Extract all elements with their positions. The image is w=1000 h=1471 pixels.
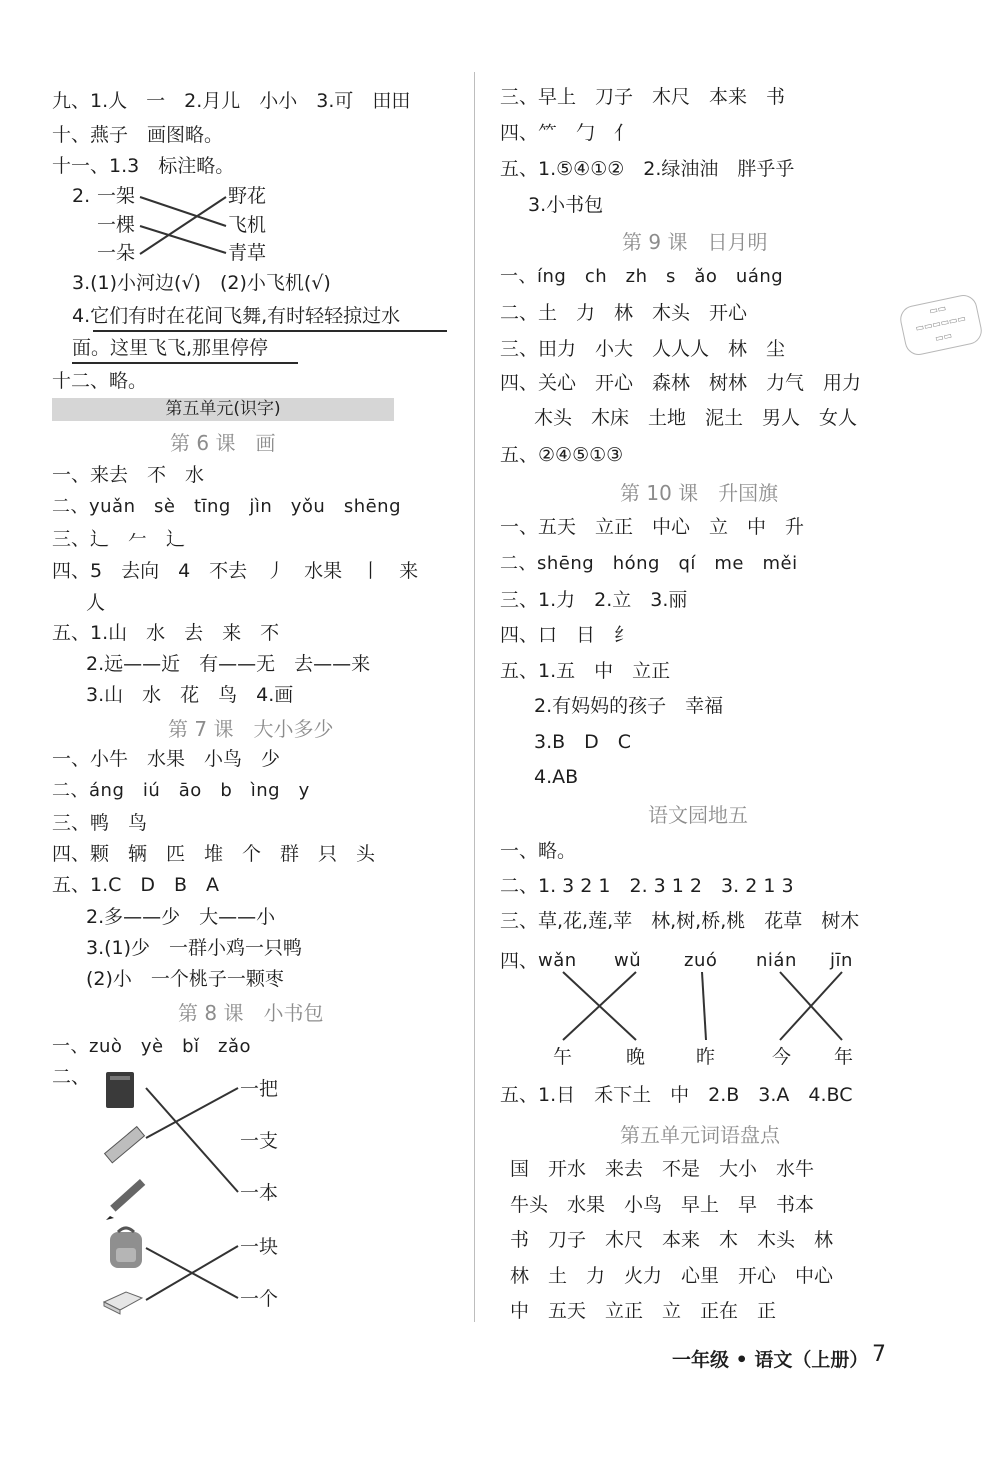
answer-line: 十二、略。 bbox=[52, 370, 148, 392]
book-icon bbox=[100, 1070, 140, 1110]
unit-title: 第五单元(识字) bbox=[165, 399, 281, 419]
answer-line: 三、早上 刀子 木尺 本来 书 bbox=[500, 86, 786, 108]
pinyin-item: wǔ bbox=[614, 950, 642, 971]
section-heading: 语文园地五 bbox=[648, 803, 748, 827]
match-line bbox=[146, 1246, 238, 1300]
answer-line: 木头 木床 土地 泥土 男人 女人 bbox=[534, 407, 858, 429]
match-left-item: 一棵 bbox=[97, 214, 136, 236]
answer-line: 五、1.五 中 立正 bbox=[500, 660, 671, 682]
answer-line: 4.AB bbox=[534, 766, 579, 788]
pencil-icon bbox=[102, 1172, 152, 1222]
answer-line: 3.山 水 花 鸟 4.画 bbox=[86, 684, 294, 706]
answer-line: 二、shēng hóng qí me měi bbox=[500, 553, 798, 574]
word-list-line: 国 开水 来去 不是 大小 水牛 bbox=[510, 1158, 815, 1180]
answer-line: 四、口 日 纟 bbox=[500, 624, 634, 646]
match-line bbox=[140, 197, 226, 254]
underline bbox=[72, 362, 298, 364]
backpack-icon bbox=[104, 1224, 148, 1270]
answer-line: 九、1.人 一 2.月儿 小小 3.可 田田 bbox=[52, 90, 411, 112]
answer-line: 四、⺮ 勹 亻 bbox=[500, 122, 634, 144]
char-item: 午 bbox=[553, 1046, 573, 1068]
char-item: 昨 bbox=[696, 1046, 716, 1068]
answer-line: 三、鸭 鸟 bbox=[52, 812, 148, 834]
answer-line: 3.(1)小河边(√) (2)小飞机(√) bbox=[72, 272, 331, 294]
char-item: 今 bbox=[772, 1046, 792, 1068]
answer-line: 一、小牛 水果 小鸟 少 bbox=[52, 748, 281, 770]
word-list-line: 书 刀子 木尺 本来 木 木头 林 bbox=[510, 1229, 834, 1251]
answer-line: 一、zuò yè bǐ zǎo bbox=[52, 1036, 252, 1057]
match-line bbox=[146, 1088, 238, 1138]
match-left-item: 一架 bbox=[97, 185, 136, 207]
match-line bbox=[140, 197, 226, 226]
answer-line: 2. bbox=[72, 185, 91, 207]
match-right-item: 青草 bbox=[228, 242, 267, 264]
answer-line: 三、辶 𠂉 辶 bbox=[52, 528, 186, 550]
answer-line: 二、1. 3 2 1 2. 3 1 2 3. 2 1 3 bbox=[500, 875, 794, 897]
pinyin-item: nián bbox=[756, 950, 797, 971]
answer-line: 三、田力 小大 人人人 林 尘 bbox=[500, 338, 786, 360]
stamp-mark: ▭▭ ▭▭▭▭▭▭ ▭▭ bbox=[898, 292, 985, 357]
match-line bbox=[146, 1088, 238, 1192]
answer-line: 十、燕子 画图略。 bbox=[52, 124, 224, 146]
answer-line: 五、②④⑤①③ bbox=[500, 444, 624, 466]
section-heading: 第五单元词语盘点 bbox=[620, 1123, 780, 1147]
pinyin-item: wǎn bbox=[538, 950, 577, 971]
answer-line: 人 bbox=[86, 592, 106, 614]
answer-line: 四、颗 辆 匹 堆 个 群 只 头 bbox=[52, 843, 376, 865]
answer-line: 二、土 力 林 木头 开心 bbox=[500, 302, 748, 324]
lesson-heading: 第 8 课 小书包 bbox=[178, 1001, 324, 1025]
answer-line: 四、关心 开心 森林 树林 力气 用力 bbox=[500, 372, 862, 394]
lesson-heading: 第 7 课 大小多少 bbox=[168, 717, 334, 741]
answer-line: 一、五天 立正 中心 立 中 升 bbox=[500, 516, 805, 538]
char-item: 年 bbox=[834, 1046, 854, 1068]
answer-line: 二、yuǎn sè tīng jìn yǒu shēng bbox=[52, 496, 402, 517]
answer-line: 3.小书包 bbox=[528, 194, 604, 216]
match-right-item: 野花 bbox=[228, 185, 267, 207]
lesson-heading: 第 10 课 升国旗 bbox=[620, 481, 779, 505]
answer-line: 五、1.C D B A bbox=[52, 874, 220, 896]
answer-line: 3.(1)少 一群小鸡一只鸭 bbox=[86, 937, 303, 959]
word-list-line: 牛头 水果 小鸟 早上 早 书本 bbox=[510, 1194, 815, 1216]
match-right-item: 一个 bbox=[240, 1288, 279, 1310]
answer-line: 2.远——近 有——无 去——来 bbox=[86, 653, 371, 675]
match-line bbox=[140, 226, 226, 253]
match-left-item: 一朵 bbox=[97, 242, 136, 264]
match-right-item: 飞机 bbox=[228, 214, 267, 236]
match-right-item: 一把 bbox=[240, 1078, 279, 1100]
answer-line: 一、略。 bbox=[500, 840, 577, 862]
match-line bbox=[702, 972, 706, 1040]
match-right-item: 一块 bbox=[240, 1236, 279, 1258]
lesson-heading: 第 6 课 画 bbox=[170, 431, 276, 455]
answer-line: 二、áng iú āo b ìng y bbox=[52, 780, 310, 801]
page-number: 7 bbox=[872, 1342, 886, 1367]
answer-line: 五、1.日 禾下土 中 2.B 3.A 4.BC bbox=[500, 1084, 853, 1106]
pinyin-item: jīn bbox=[830, 950, 853, 971]
match-right-item: 一支 bbox=[240, 1130, 279, 1152]
answer-line: 四、 bbox=[500, 950, 539, 972]
answer-line: 五、1.山 水 去 来 不 bbox=[52, 622, 280, 644]
pinyin-item: zuó bbox=[684, 950, 718, 971]
answer-line: 2.有妈妈的孩子 幸福 bbox=[534, 695, 724, 717]
match-right-item: 一本 bbox=[240, 1182, 279, 1204]
answer-line: 三、草,花,莲,苹 林,树,桥,桃 花草 树木 bbox=[500, 910, 860, 932]
answer-line: 一、来去 不 水 bbox=[52, 464, 205, 486]
answer-line: 面。这里飞飞,那里停停 bbox=[72, 337, 269, 359]
ruler-icon bbox=[100, 1122, 146, 1168]
answer-line: 4.它们有时在花间飞舞,有时轻轻掠过水 bbox=[72, 305, 401, 327]
word-list-line: 中 五天 立正 立 正在 正 bbox=[510, 1300, 777, 1322]
answer-line: 3.B D C bbox=[534, 731, 632, 753]
answer-line: 五、1.⑤④①② 2.绿油油 胖乎乎 bbox=[500, 158, 795, 180]
answer-line: 2.多——少 大——小 bbox=[86, 906, 276, 928]
word-list-line: 林 土 力 火力 心里 开心 中心 bbox=[510, 1265, 834, 1287]
answer-line: 一、íng ch zh s ǎo uáng bbox=[500, 266, 784, 287]
answer-line: 二、 bbox=[52, 1066, 91, 1088]
answer-line: 四、5 去向 4 不去 丿 水果 丨 来 bbox=[52, 560, 419, 582]
answer-line: (2)小 一个桃子一颗枣 bbox=[86, 968, 284, 990]
answer-line: 三、1.力 2.立 3.丽 bbox=[500, 589, 688, 611]
char-item: 晚 bbox=[626, 1046, 646, 1068]
unit-title-bar bbox=[52, 398, 394, 421]
eraser-icon bbox=[100, 1286, 146, 1316]
underline bbox=[93, 330, 447, 332]
answer-line: 十一、1.3 标注略。 bbox=[52, 155, 235, 177]
footer-grade-subject: 一年级 • 语文（上册） bbox=[672, 1349, 869, 1371]
lesson-heading: 第 9 课 日月明 bbox=[622, 230, 768, 254]
